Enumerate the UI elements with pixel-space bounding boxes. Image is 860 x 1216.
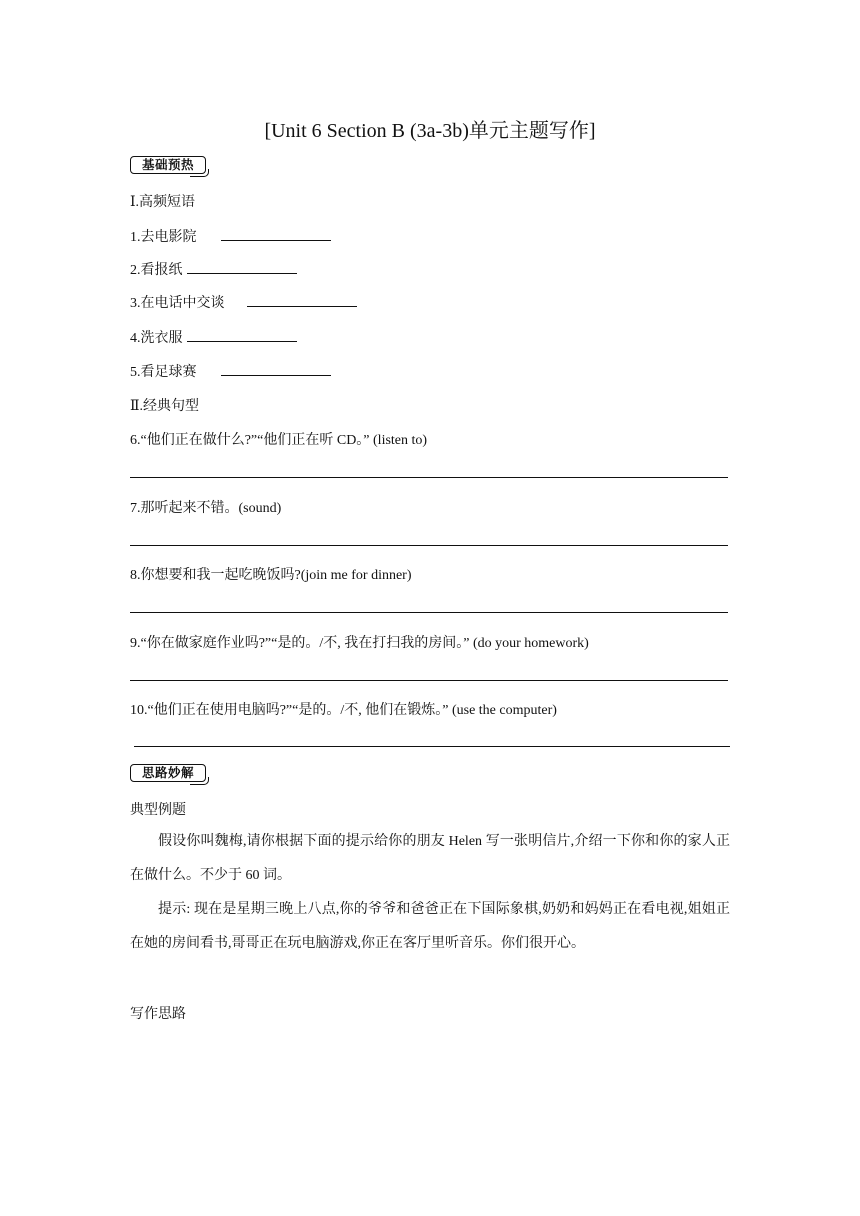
phrase-item-2 [130,259,297,279]
sentence-item-6: 6.“他们正在做什么?”“他们正在听 CD。” (listen to) [130,433,428,448]
answer-blank-3[interactable] [247,294,357,307]
example-heading: 典型例题 [130,803,186,818]
answer-line-9[interactable] [130,680,728,681]
answer-line-10[interactable] [134,746,730,747]
sentence-item-10: 10.“他们正在使用电脑吗?”“是的。/不, 他们在锻炼。” (use the computer) [130,703,557,718]
phrase-label: 3.在电话中交谈 [130,296,225,311]
phrase-item-4 [130,327,297,347]
part1-heading: Ⅰ.高频短语 [130,195,196,210]
answer-blank-4[interactable] [187,329,297,342]
phrase-label: 2.看报纸 [130,263,183,278]
section-badge-idea-analysis [130,764,210,784]
answer-line-7[interactable] [130,545,728,546]
phrase-item-1 [130,226,331,246]
badge-tail-decoration [190,777,209,785]
sentence-item-9: 9.“你在做家庭作业吗?”“是的。/不, 我在打扫我的房间。” (do your homework) [130,636,589,651]
answer-blank-2[interactable] [187,261,297,274]
section-badge-basic-warmup [130,156,210,176]
section-badge-label: 思路妙解 [130,764,206,782]
phrase-label: 4.洗衣服 [130,331,183,346]
phrase-label: 1.去电影院 [130,230,197,245]
badge-tail-decoration [190,169,209,177]
sentence-item-7: 7.那听起来不错。(sound) [130,501,282,516]
example-prompt: 假设你叫魏梅,请你根据下面的提示给你的朋友 Helen 写一张明信片,介绍一下你和你的家人正在做什么。不少于 60 词。 [130,834,730,883]
sentence-item-8: 8.你想要和我一起吃晚饭吗?(join me for dinner) [130,568,412,583]
writing-idea-heading: 写作思路 [130,1007,186,1022]
answer-line-6[interactable] [130,477,728,478]
answer-blank-1[interactable] [221,228,331,241]
phrase-item-3 [130,292,357,312]
answer-line-8[interactable] [130,612,728,613]
page-title: [Unit 6 Section B (3a-3b)单元主题写作] [264,120,596,142]
answer-blank-5[interactable] [221,363,331,376]
phrase-label: 5.看足球赛 [130,365,197,380]
example-hint: 提示: 现在是星期三晚上八点,你的爷爷和爸爸正在下国际象棋,奶奶和妈妈正在看电视,姐姐正在她的房间看书,哥哥正在玩电脑游戏,你正在客厅里听音乐。你们很开心。 [130,902,730,951]
part2-heading: Ⅱ.经典句型 [130,399,200,414]
phrase-item-5 [130,361,331,381]
section-badge-label: 基础预热 [130,156,206,174]
